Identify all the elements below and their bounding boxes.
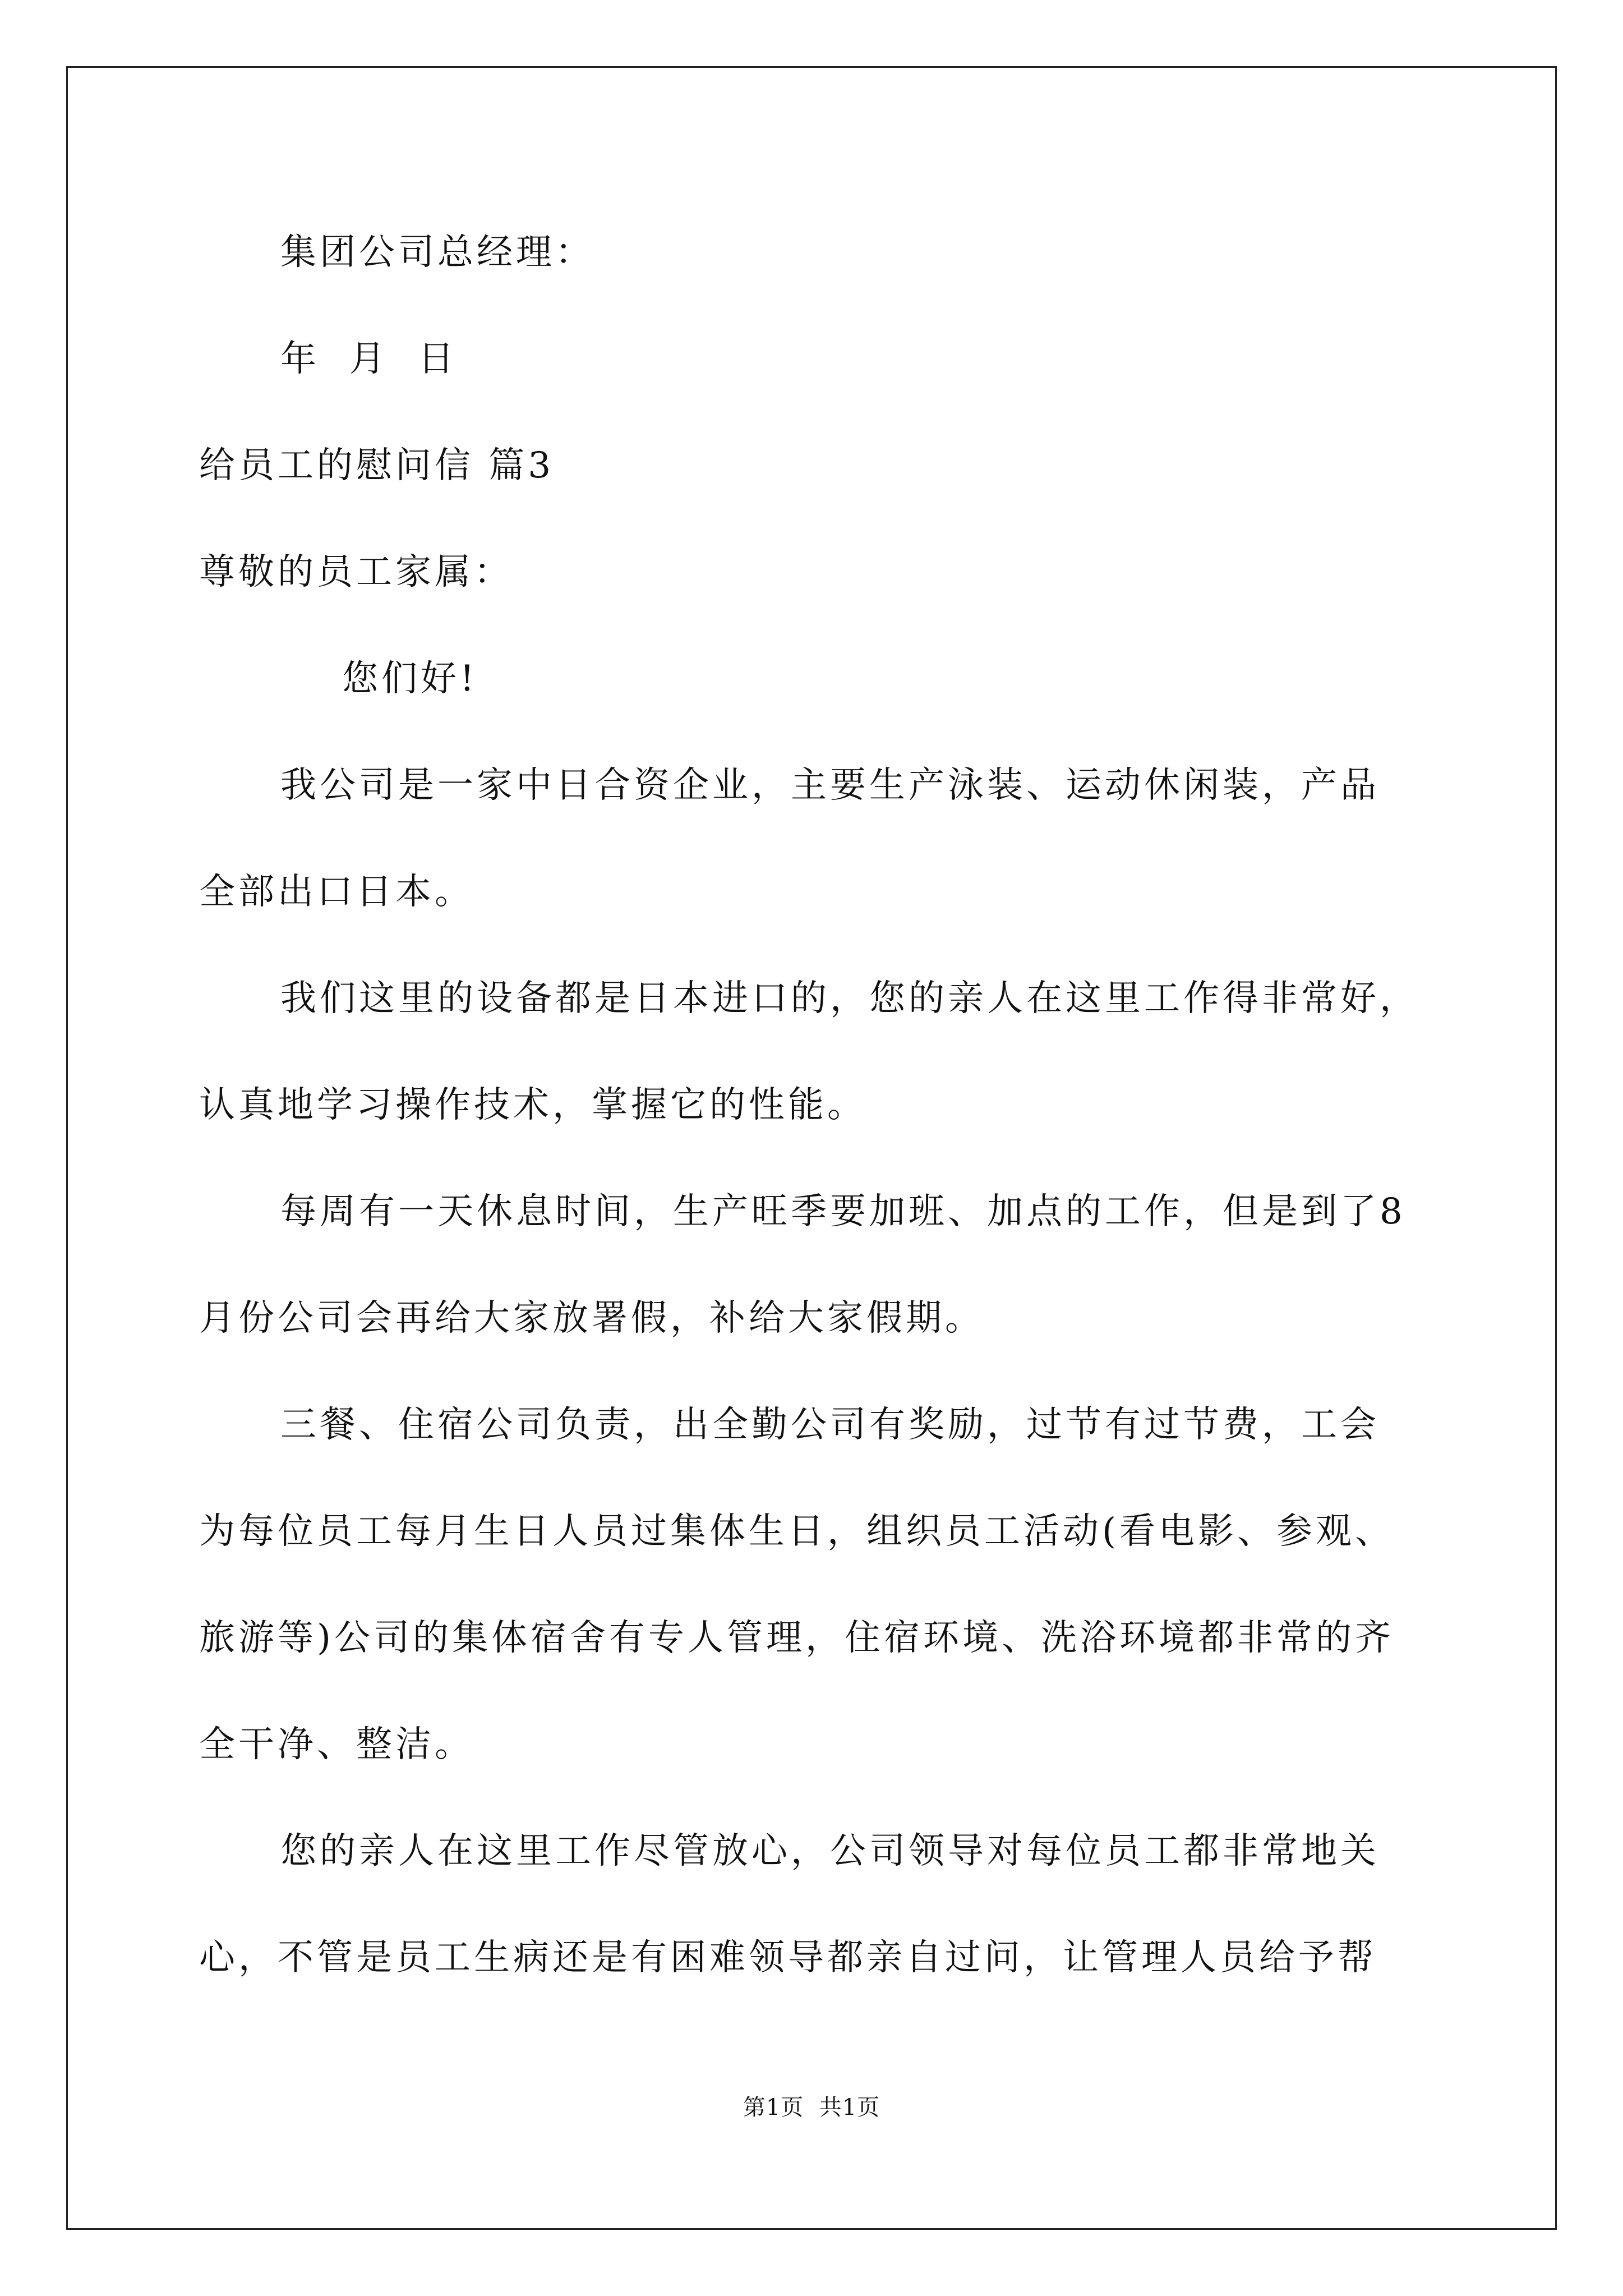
body-line: 全部出口日本。 xyxy=(199,871,474,913)
body-line-date: 年 月 日 xyxy=(280,338,458,380)
body-line: 您的亲人在这里工作尽管放心，公司领导对每位员工都非常地关 xyxy=(280,1830,1380,1872)
body-line: 为每位员工每月生日人员过集体生日，组织员工活动(看电影、参观、 xyxy=(199,1511,1394,1552)
greeting: 您们好! xyxy=(342,658,478,700)
page-footer: 第1页 共1页 xyxy=(743,2095,880,2120)
salutation: 尊敬的员工家属： xyxy=(199,551,513,593)
body-line: 全干净、整洁。 xyxy=(199,1724,474,1765)
body-line: 每周有一天休息时间，生产旺季要加班、加点的工作，但是到了8 xyxy=(280,1191,1406,1232)
body-line: 三餐、住宿公司负责，出全勤公司有奖励，过节有过节费，工会 xyxy=(280,1404,1380,1446)
body-line: 旅游等)公司的集体宿舍有专人管理，住宿环境、洗浴环境都非常的齐 xyxy=(199,1617,1394,1659)
body-line: 我们这里的设备都是日本进口的，您的亲人在这里工作得非常好， xyxy=(280,978,1419,1019)
body-line: 认真地学习操作技术，掌握它的性能。 xyxy=(199,1084,866,1126)
body-line: 心，不管是员工生病还是有困难领导都亲自过问，让管理人员给予帮 xyxy=(199,1937,1377,1978)
section-heading: 给员工的慰问信 篇3 xyxy=(199,445,555,486)
page-border xyxy=(66,66,1557,2230)
body-line-manager-title: 集团公司总经理： xyxy=(280,232,594,273)
body-line: 月份公司会再给大家放署假，补给大家假期。 xyxy=(199,1297,984,1339)
body-line: 我公司是一家中日合资企业，主要生产泳装、运动休闲装，产品 xyxy=(280,765,1380,806)
